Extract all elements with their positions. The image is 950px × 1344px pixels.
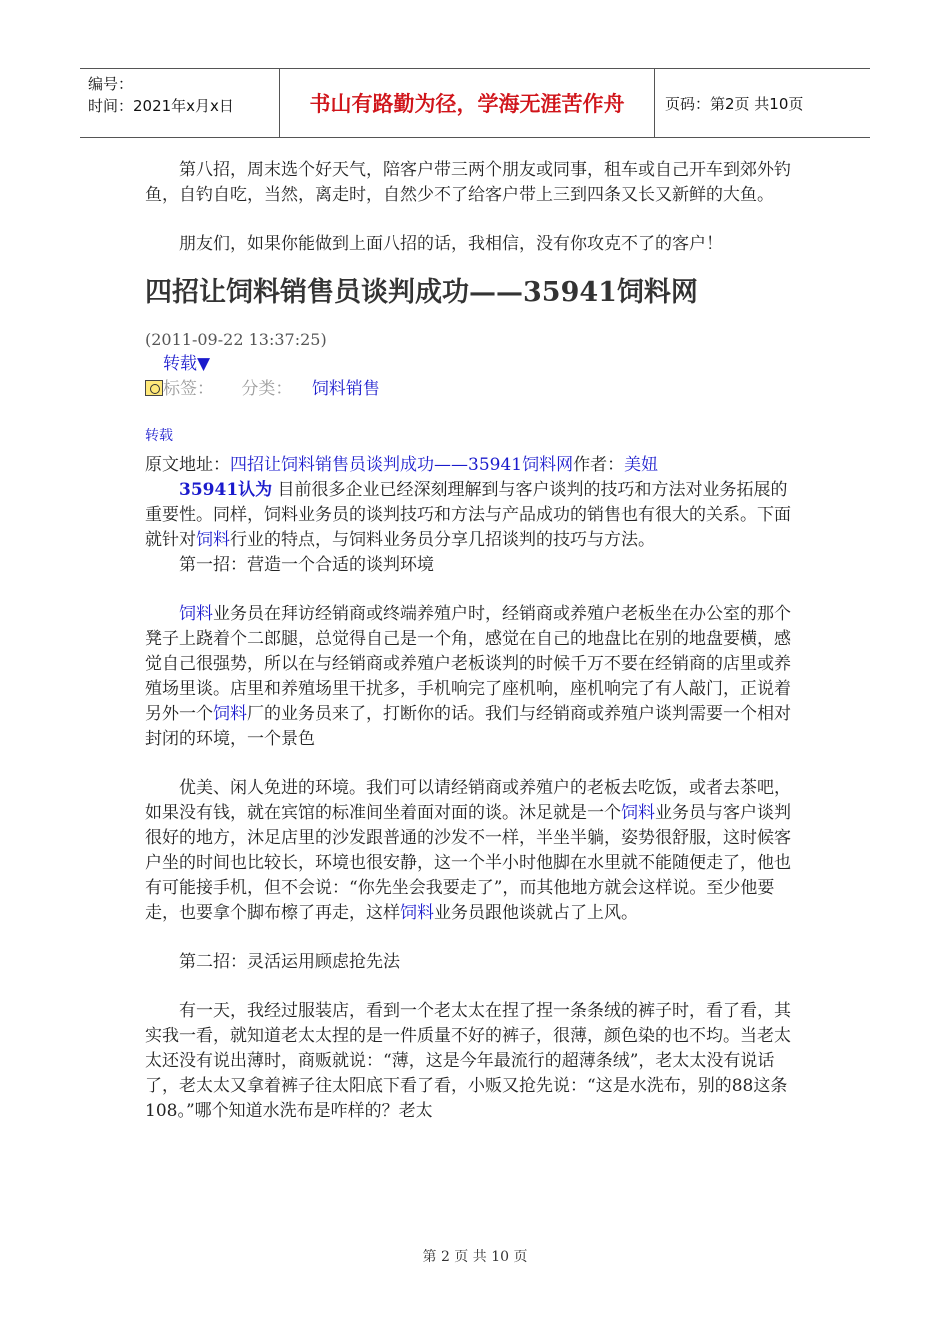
step-1-heading: 第一招：营造一个合适的谈判环境 <box>179 555 434 575</box>
repost-small-link[interactable]: 转载 <box>145 428 173 444</box>
category-link[interactable]: 饲料销售 <box>311 379 380 399</box>
tag-label: 标签： <box>163 379 214 399</box>
keyword-feed-link[interactable]: 饲料 <box>400 903 434 923</box>
source-link[interactable]: 四招让饲料销售员谈判成功——35941饲料网 <box>230 455 574 475</box>
source-label: 原文地址： <box>145 455 230 475</box>
header-number: 编号： <box>88 75 134 93</box>
paragraph-4-text-b: 业务员与客户谈判很好的地方，沐足店里的沙发跟普通的沙发不一样，半坐半躺，姿势很舒服，这时候客户坐的时间也比较长，环境也很安静，这一个半小时他脚在水里就不能随便走了，他也有可能接手机，但不会说：“你先坐会我要走了”，而其他地方就会这样说。至少他要走，也要拿个脚布檫了再走，这样 <box>145 803 791 923</box>
lead-text: 目前很多企业已经深刻理解到与客户谈判的技巧和方法对业务拓展的重要性。同样，饲料业务员的谈判技巧和方法与产品成功的销售也有很大的关系。下面就针对 <box>145 480 791 550</box>
header-meta <box>80 69 280 137</box>
header-page-info: 页码：第2页 共10页 <box>665 94 804 113</box>
source-line <box>145 453 800 478</box>
step-2-heading: 第二招：灵活运用顾虑抢先法 <box>179 952 400 972</box>
lead-keyword[interactable]: 35941认为 <box>179 480 273 500</box>
paragraph-4 <box>145 776 800 926</box>
paragraph-3 <box>145 602 800 752</box>
lead-paragraph <box>145 478 800 553</box>
keyword-feed-link[interactable]: 饲料 <box>213 704 247 724</box>
paragraph-3-text-b: 厂的业务员来了，打断你的话。我们与经销商或养殖户谈判需要一个相对封闭的环境，一个景色 <box>145 704 791 749</box>
article-date: (2011-09-22 13:37:25) <box>145 330 327 349</box>
intro-paragraph-1: 第八招，周末选个好天气，陪客户带三两个朋友或同事，租车或自己开车到郊外钓鱼，自钓自吃，当然，离走时，自然少不了给客户带上三到四条又长又新鲜的大鱼。 <box>145 160 791 205</box>
keyword-feed-link[interactable]: 饲料 <box>196 530 230 550</box>
paragraph-4-text-c: 业务员跟他谈就占了上风。 <box>434 903 638 923</box>
keyword-feed-link[interactable]: 饲料 <box>621 803 655 823</box>
author-label: 作者： <box>573 455 625 475</box>
tag-icon <box>145 380 163 396</box>
document-body <box>145 158 800 1124</box>
article-title: 四招让饲料销售员谈判成功——35941饲料网 <box>145 277 698 308</box>
paragraph-5: 有一天，我经过服装店，看到一个老太太在捏了捏一条条绒的裤子时，看了看，其实我一看，就知道老太太捏的是一件质量不好的裤子，很薄，颜色染的也不均。当老太太还没有说出薄时，商贩就说：“薄，这是今年最流行的超薄条绒”，老太太没有说话了，老太太又拿着裤子往太阳底下看了看，小贩又抢先说：“这是水洗布，别的88这条108。”哪个知道水洗布是咋样的？老太 <box>145 1001 791 1121</box>
author-link[interactable]: 美妞 <box>624 455 659 475</box>
header-time: 时间：2021年x月x日 <box>88 97 234 115</box>
paragraph-3-text-a: 业务员在拜访经销商或终端养殖户时，经销商或养殖户老板坐在办公室的那个凳子上跷着个二郎腿，总觉得自己是一个角，感觉在自己的地盘比在别的地盘要横，感觉自己很强势，所以在与经销商或养殖户老板谈判的时候千万不要在经销商的店里或养殖场里谈。店里和养殖场里干扰多，手机响完了座机响，座机响完了有人敲门，正说着另外一个 <box>145 604 791 724</box>
intro-paragraph-2: 朋友们，如果你能做到上面八招的话，我相信，没有你攻克不了的客户！ <box>179 234 723 254</box>
paragraph-4-text-a: 优美、闲人免进的环境。我们可以请经销商或养殖户的老板去吃饭，或者去茶吧，如果没有钱，就在宾馆的标准间坐着面对面的谈。沐足就是一个 <box>145 778 791 823</box>
page-footer: 第 2 页 共 10 页 <box>422 1249 528 1265</box>
keyword-feed-link[interactable]: 饲料 <box>179 604 213 624</box>
repost-link[interactable]: 转载▼ <box>163 354 211 374</box>
category-label: 分类： <box>241 379 293 399</box>
header-motto: 书山有路勤为径，学海无涯苦作舟 <box>280 69 655 137</box>
lead-end-text: 行业的特点，与饲料业务员分享几招谈判的技巧与方法。 <box>230 530 655 550</box>
page-header <box>80 68 870 138</box>
